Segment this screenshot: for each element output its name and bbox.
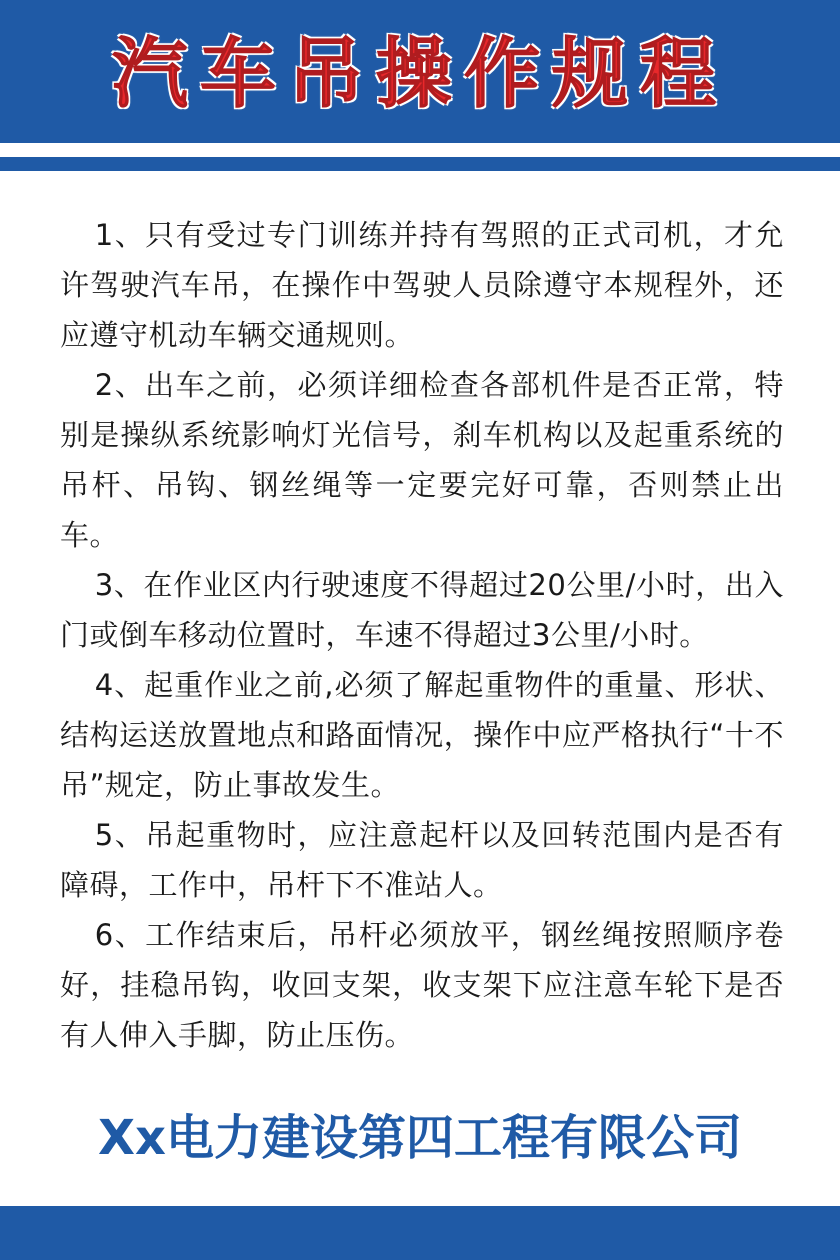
page-title: 汽车吊操作规程: [112, 29, 728, 118]
company-name: Xx电力建设第四工程有限公司: [98, 1110, 742, 1166]
rules-list: [60, 210, 784, 1060]
footer-band: [0, 1206, 840, 1260]
rule-item: 4、起重作业之前,必须了解起重物件的重量、形状、结构运送放置地点和路面情况，操作中应严格执行“十不吊”规定，防止事故发生。: [60, 668, 784, 802]
rule-item: 1、只有受过专门训练并持有驾照的正式司机，才允许驾驶汽车吊，在操作中驾驶人员除遵守本规程外，还应遵守机动车辆交通规则。: [60, 218, 784, 352]
rule-item: 5、吊起重物时，应注意起杆以及回转范围内是否有障碍，工作中，吊杆下不准站人。: [60, 818, 784, 902]
header-divider-stripe: [0, 157, 840, 171]
rule-item: 2、出车之前，必须详细检查各部机件是否正常，特别是操纵系统影响灯光信号，刹车机构以及起重系统的吊杆、吊钩、钢丝绳等一定要完好可靠，否则禁止出车。: [60, 368, 784, 552]
rule-item: 3、在作业区内行驶速度不得超过20公里/小时，出入门或倒车移动位置时，车速不得超过3公里/小时。: [60, 568, 784, 652]
rule-item: 6、工作结束后，吊杆必须放平，钢丝绳按照顺序卷好，挂稳吊钩，收回支架，收支架下应注意车轮下是否有人伸入手脚，防止压伤。: [60, 918, 784, 1052]
